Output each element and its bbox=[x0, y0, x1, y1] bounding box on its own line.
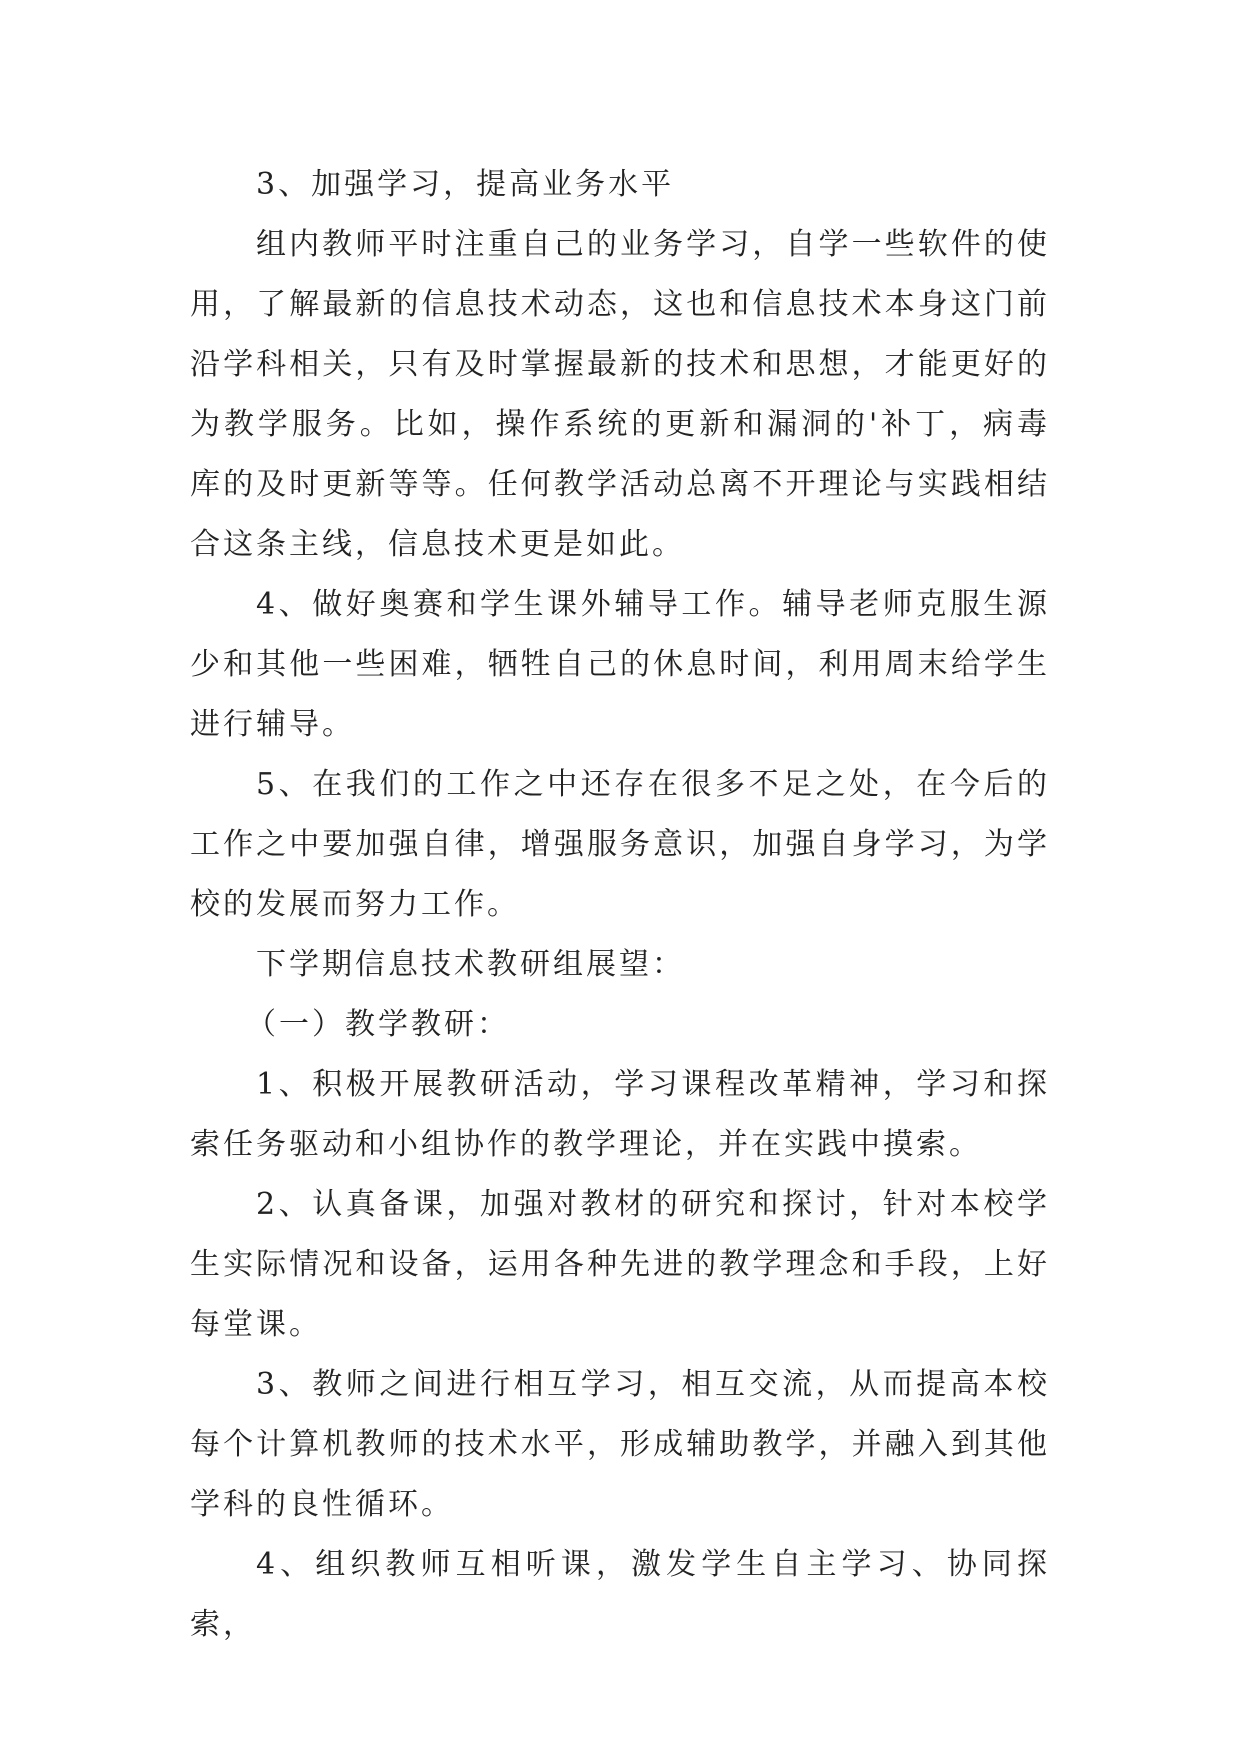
list-item-peer-observation: 4、组织教师互相听课，激发学生自主学习、协同探索， bbox=[190, 1547, 1050, 1642]
heading-next-term-outlook: 下学期信息技术教研组展望： bbox=[256, 947, 685, 982]
heading-teaching-research: （一）教学教研： bbox=[246, 1007, 510, 1042]
heading-strengthen-learning: 3、加强学习，提高业务水平 bbox=[256, 167, 675, 202]
paragraph-self-study: 组内教师平时注重自己的业务学习，自学一些软件的使用，了解最新的信息技术动态，这也和信息技术本身这门前沿学科相关，只有及时掌握最新的技术和思想，才能更好的为教学服务。比如，操作系统的更新和漏洞的'补丁，病毒库的及时更新等等。任何教学活动总离不开理论与实践相结合这条主线，信息技术更是如此。 bbox=[190, 227, 1050, 562]
document-body bbox=[190, 155, 1050, 1655]
paragraph-olympiad-tutoring: 4、做好奥赛和学生课外辅导工作。辅导老师克服生源少和其他一些困难，牺牲自己的休息时间，利用周末给学生进行辅导。 bbox=[190, 587, 1050, 742]
list-item-mutual-learning: 3、教师之间进行相互学习，相互交流，从而提高本校每个计算机教师的技术水平，形成辅助教学，并融入到其他学科的良性循环。 bbox=[190, 1367, 1050, 1522]
list-item-research-activities: 1、积极开展教研活动，学习课程改革精神，学习和探索任务驱动和小组协作的教学理论，并在实践中摸索。 bbox=[190, 1067, 1050, 1162]
list-item-lesson-prep: 2、认真备课，加强对教材的研究和探讨，针对本校学生实际情况和设备，运用各种先进的教学理念和手段，上好每堂课。 bbox=[190, 1187, 1050, 1342]
paragraph-shortcomings: 5、在我们的工作之中还存在很多不足之处，在今后的工作之中要加强自律，增强服务意识，加强自身学习，为学校的发展而努力工作。 bbox=[190, 767, 1050, 922]
